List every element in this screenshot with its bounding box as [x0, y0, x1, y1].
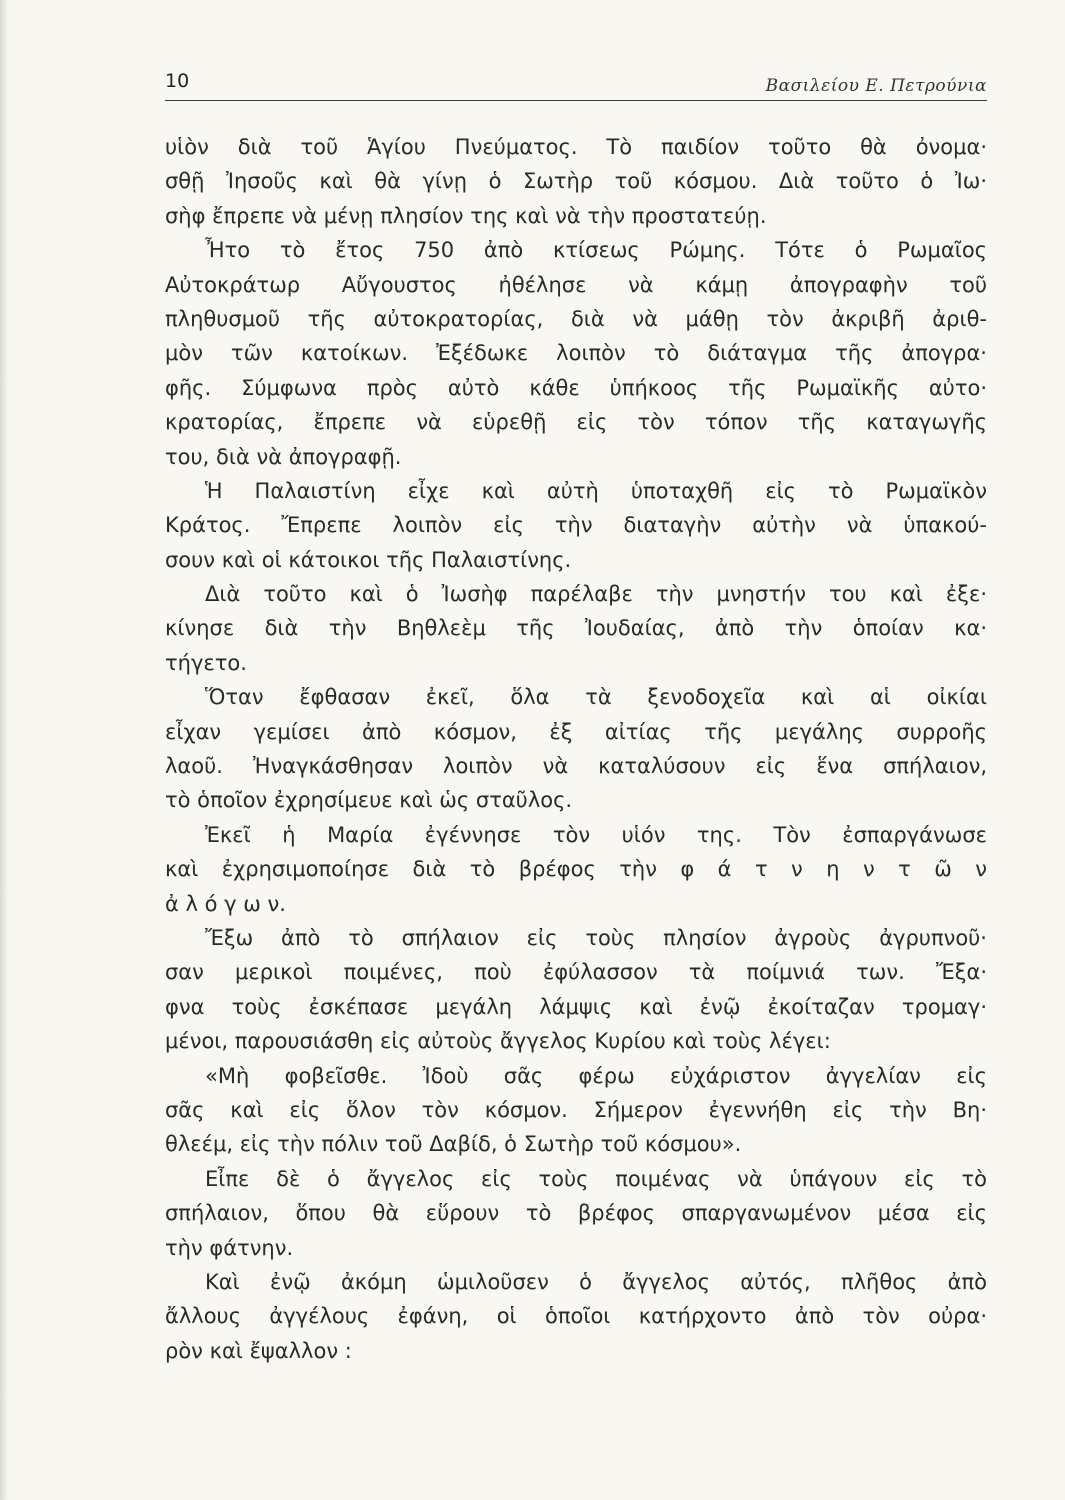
text-line: σθῇ Ἰησοῦς καὶ θὰ γίνῃ ὁ Σωτὴρ τοῦ κόσμου. Διὰ τοῦτο ὁ Ἰω·: [165, 169, 987, 194]
running-head: Βασιλείου Ε. Πετρούνια: [765, 76, 987, 96]
text-line: τήγετο.: [165, 650, 247, 675]
text-line: σουν καὶ οἱ κάτοικοι τῆς Παλαιστίνης.: [165, 547, 572, 572]
text-line: σᾶς καὶ εἰς ὅλον τὸν κόσμον. Σήμερον ἐγεννήθη εἰς τὴν Βη·: [165, 1097, 987, 1122]
text-line: ρὸν καὶ ἔψαλλον :: [165, 1338, 352, 1363]
text-line: εἶχαν γεμίσει ἀπὸ κόσμον, ἐξ αἰτίας τῆς μεγάλης συρροῆς: [165, 719, 987, 744]
text-line: σαν μερικοὶ ποιμένες, ποὺ ἐφύλασσον τὰ ποίμνιά των. Ἔξα·: [165, 960, 987, 985]
text-line: υἱὸν διὰ τοῦ Ἁγίου Πνεύματος. Τὸ παιδίον τοῦτο θὰ ὀνομα·: [165, 135, 987, 159]
page-number: 10: [165, 70, 190, 92]
text-line: κίνησε διὰ τὴν Βηθλεὲμ τῆς Ἰουδαίας, ἀπὸ τὴν ὁποίαν κα·: [165, 616, 987, 641]
page-header: [165, 70, 987, 101]
text-line: φνα τοὺς ἐσκέπασε μεγάλη λάμψις καὶ ἐνῷ ἐκοίταζαν τρομαγ·: [165, 994, 987, 1019]
text-line: Ἐκεῖ ἡ Μαρία ἐγέννησε τὸν υἱόν της. Τὸν ἐσπαργάνωσε: [205, 822, 987, 847]
text-line: φῆς. Σύμφωνα πρὸς αὐτὸ κάθε ὑπήκοος τῆς Ρωμαϊκῆς αὐτο·: [165, 375, 987, 400]
text-line: Αὐτοκράτωρ Αὔγουστος ἠθέλησε νὰ κάμῃ ἀπογραφὴν τοῦ: [165, 272, 987, 297]
text-line: σπήλαιον, ὅπου θὰ εὕρουν τὸ βρέφος σπαργανωμένον μέσα εἰς: [165, 1201, 987, 1226]
text-line: πληθυσμοῦ τῆς αὐτοκρατορίας, διὰ νὰ μάθῃ τὸν ἀκριβῆ ἀριθ-: [165, 306, 987, 331]
text-line: Ὅταν ἔφθασαν ἐκεῖ, ὅλα τὰ ξενοδοχεῖα καὶ αἱ οἰκίαι: [205, 685, 987, 710]
text-line: τὴν φάτνην.: [165, 1235, 294, 1260]
text-line: Διὰ τοῦτο καὶ ὁ Ἰωσὴφ παρέλαβε τὴν μνηστήν του καὶ ἐξε·: [205, 582, 987, 607]
text-line: κρατορίας, ἔπρεπε νὰ εὑρεθῇ εἰς τὸν τόπον τῆς καταγωγῆς: [165, 410, 987, 435]
text-line: Ἔξω ἀπὸ τὸ σπήλαιον εἰς τοὺς πλησίον ἀγροὺς ἀγρυπνοῦ·: [205, 925, 987, 950]
text-line: ἀ λ ό γ ω ν.: [165, 891, 286, 916]
text-line: «Μὴ φοβεῖσθε. Ἰδοὺ σᾶς φέρω εὐχάριστον ἀγγελίαν εἰς: [205, 1063, 987, 1088]
text-line: ἄλλους ἀγγέλους ἐφάνη, οἱ ὁποῖοι κατήρχοντο ἀπὸ τὸν οὐρα·: [165, 1304, 987, 1329]
text-line: Εἶπε δὲ ὁ ἄγγελος εἰς τοὺς ποιμένας νὰ ὑπάγουν εἰς τὸ: [205, 1166, 987, 1191]
text-line: Κράτος. Ἔπρεπε λοιπὸν εἰς τὴν διαταγὴν αὐτὴν νὰ ὑπακού-: [165, 513, 987, 538]
text-line: του, διὰ νὰ ἀπογραφῇ.: [165, 444, 402, 469]
text-line: σὴφ ἔπρεπε νὰ μένῃ πλησίον της καὶ νὰ τὴν προστατεύῃ.: [165, 203, 767, 228]
body-text: [165, 130, 987, 1368]
text-line: μὸν τῶν κατοίκων. Ἐξέδωκε λοιπὸν τὸ διάταγμα τῆς ἀπογρα·: [165, 341, 987, 366]
text-line: καὶ ἐχρησιμοποίησε διὰ τὸ βρέφος τὴν φ ά τ ν η ν τ ῶ ν: [165, 857, 987, 882]
text-line: λαοῦ. Ἠναγκάσθησαν λοιπὸν νὰ καταλύσουν εἰς ἕνα σπήλαιον,: [165, 754, 987, 779]
text-line: Ἦτο τὸ ἔτος 750 ἀπὸ κτίσεως Ρώμης. Τότε ὁ Ρωμαῖος: [205, 238, 987, 263]
page-edge-shadow: [0, 0, 8, 1500]
text-line: μένοι, παρουσιάσθη εἰς αὐτοὺς ἄγγελος Κυρίου καὶ τοὺς λέγει:: [165, 1029, 831, 1054]
text-line: τὸ ὁποῖον ἐχρησίμευε καὶ ὡς σταῦλος.: [165, 788, 573, 813]
text-line: Ἡ Παλαιστίνη εἶχε καὶ αὐτὴ ὑποταχθῆ εἰς τὸ Ρωμαϊκὸν: [205, 478, 987, 503]
text-line: Καὶ ἐνῷ ἀκόμη ὡμιλοῦσεν ὁ ἄγγελος αὐτός, πλῆθος ἀπὸ: [205, 1269, 987, 1294]
text-line: θλεέμ, εἰς τὴν πόλιν τοῦ Δαβίδ, ὁ Σωτὴρ τοῦ κόσμου».: [165, 1132, 742, 1157]
